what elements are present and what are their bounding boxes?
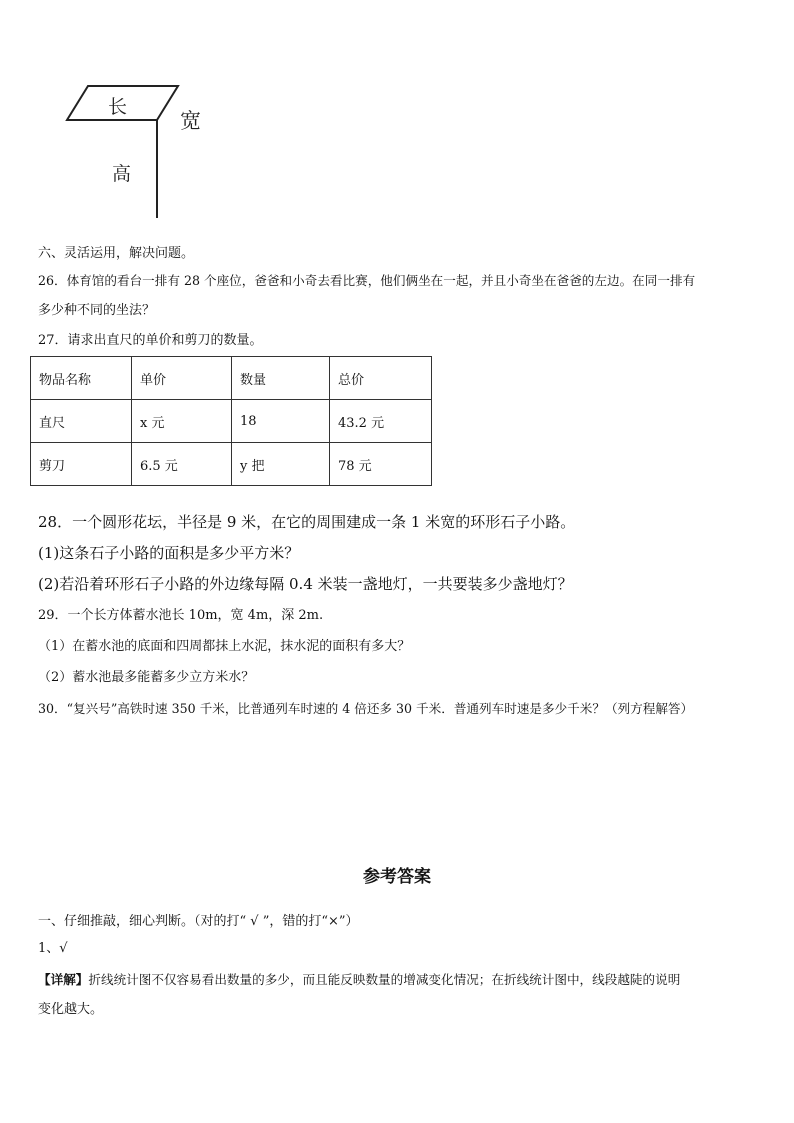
table-row [31, 443, 432, 486]
width-label: 宽 [180, 109, 201, 133]
question-30-text: 30．“复兴号”高铁时速 350 千米，比普通列车时速的 4 倍还多 30 千米．普通列车时速是多少千米？（列方程解答） [38, 701, 694, 716]
table-cell: x 元 [132, 400, 232, 443]
table-header-cell: 物品名称 [31, 357, 132, 400]
question-26-line2: 多少种不同的坐法？ [38, 303, 156, 318]
price-table [30, 356, 432, 486]
answer-1-detail-line1 [38, 972, 680, 988]
table-header-row [31, 357, 432, 400]
table-cell: 剪刀 [31, 443, 132, 486]
question-28-sub1: (1)这条石子小路的面积是多少平方米？ [38, 544, 300, 562]
question-27-text: 27．请求出直尺的单价和剪刀的数量。 [38, 333, 263, 348]
table-header-cell: 数量 [232, 357, 330, 400]
question-28-sub2: (2)若沿着环形石子小路的外边缘每隔 0.4 米装一盏地灯，一共要装多少盏地灯？ [38, 575, 573, 593]
question-26-line1: 26．体育馆的看台一排有 28 个座位，爸爸和小奇去看比赛，他们俩坐在一起，并且小奇坐在爸爸的左边。在同一排有 [38, 273, 696, 288]
answers-section-one: 一、仔细推敲，细心判断。（对的打“ √ ”，错的打“×”） [38, 914, 359, 929]
question-28-text: 28．一个圆形花坛，半径是 9 米，在它的周围建成一条 1 米宽的环形石子小路。 [38, 513, 576, 531]
cuboid-label-figure [60, 78, 230, 223]
answer-1: 1、√ [38, 941, 68, 956]
question-29-sub1: （1）在蓄水池的底面和四周都抹上水泥，抹水泥的面积有多大？ [38, 639, 411, 654]
question-29-text: 29．一个长方体蓄水池长 10m，宽 4m，深 2m. [38, 608, 324, 623]
table-header-cell: 单价 [132, 357, 232, 400]
answer-1-detail-line2: 变化越大。 [38, 1002, 104, 1017]
section-six-heading: 六、灵活运用，解决问题。 [38, 246, 195, 261]
table-cell: 78 元 [330, 443, 432, 486]
height-label: 高 [112, 163, 132, 185]
table-cell: 18 [232, 400, 330, 443]
table-row [31, 400, 432, 443]
table-cell: y 把 [232, 443, 330, 486]
answers-title: 参考答案 [363, 867, 431, 887]
table-cell: 43.2 元 [330, 400, 432, 443]
figure-lines [60, 78, 230, 223]
table-header-cell: 总价 [330, 357, 432, 400]
table-cell: 直尺 [31, 400, 132, 443]
question-29-sub2: （2）蓄水池最多能蓄多少立方米水？ [38, 670, 255, 685]
detail-text: 折线统计图不仅容易看出数量的多少，而且能反映数量的增减变化情况；在折线统计图中，线段越陡的说明 [88, 972, 681, 987]
table-cell: 6.5 元 [132, 443, 232, 486]
length-label: 长 [108, 96, 128, 118]
detail-tag: 【详解】 [38, 972, 89, 987]
